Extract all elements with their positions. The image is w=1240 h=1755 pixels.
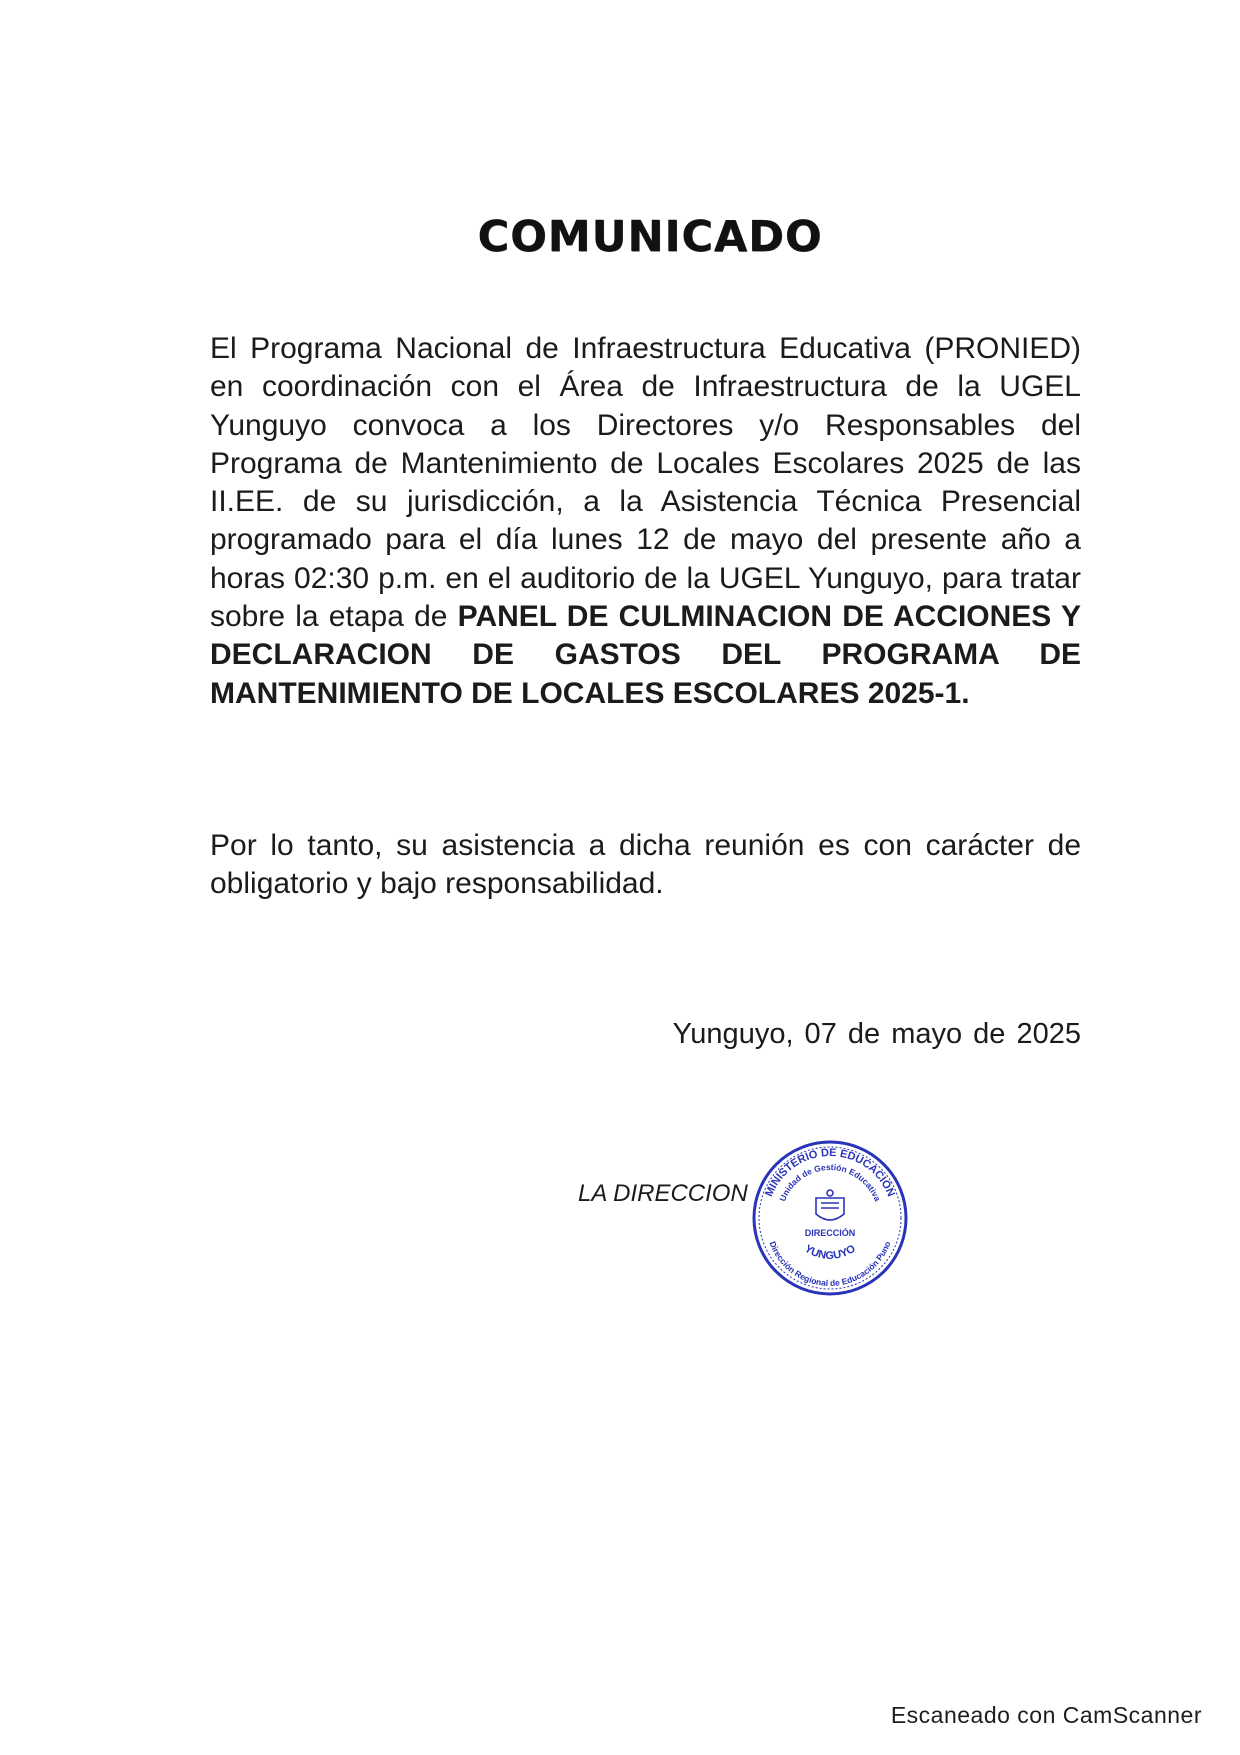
seal-emblem-icon xyxy=(816,1190,844,1220)
seal-center-text: DIRECCIÓN xyxy=(804,1228,856,1238)
signature-label: LA DIRECCION xyxy=(578,1180,748,1207)
seal-outer-text: MINISTERIO DE EDUCACIÓN xyxy=(763,1146,897,1199)
seal-bottom-text: Dirección Regional de Educación Puno xyxy=(767,1239,893,1289)
document-title: COMUNICADO xyxy=(477,212,823,262)
main-paragraph xyxy=(210,330,1081,713)
svg-text:YUNGUYO xyxy=(802,1243,858,1262)
seal-inner-text: Unidad de Gestión Educativa xyxy=(777,1161,883,1203)
main-paragraph-text: El Programa Nacional de Infraestructura Educativa (PRONIED) en coordinación con el Área de Infraestructura de la UGEL Yunguyo convoca a los Directores y/o Responsables del Programa de Mantenimiento de Locales Escolares 2025 de las II.EE. de su jurisdicción, a la Asistencia Técnica Presencial programado para el día lunes 12 de mayo del presente año a horas 02:30 p.m. en el auditorio de la UGEL Yunguyo, para tratar sobre la etapa de xyxy=(210,332,1081,634)
closing-paragraph: Por lo tanto, su asistencia a dicha reunión es con carácter de obligatorio y bajo responsabilidad. xyxy=(210,829,1081,901)
official-seal-icon xyxy=(750,1138,910,1298)
seal-place-text: YUNGUYO xyxy=(802,1242,858,1262)
main-paragraph-bold-topic: PANEL DE CULMINACION DE ACCIONES Y DECLARACION DE GASTOS DEL PROGRAMA DE MANTENIMIENTO DE LOCALES ESCOLARES 2025-1. xyxy=(210,600,1081,710)
scanner-watermark: Escaneado con CamScanner xyxy=(890,1702,1202,1728)
date-line: Yunguyo, 07 de mayo de 2025 xyxy=(672,1018,1081,1050)
